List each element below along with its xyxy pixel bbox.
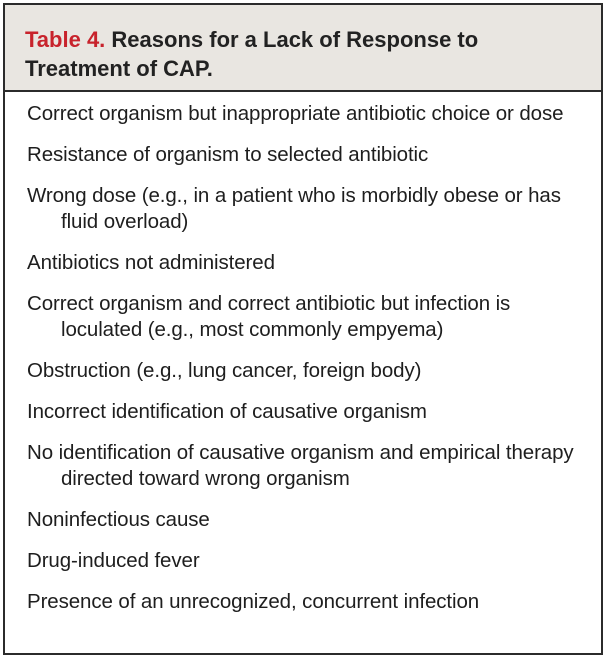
reason-item: Noninfectious cause xyxy=(27,508,210,531)
reason-list xyxy=(5,101,601,630)
reason-item: Wrong dose (e.g., in a patient who is morbidly obese or has fluid overload) xyxy=(27,184,561,233)
reason-item: Antibiotics not administered xyxy=(27,251,275,274)
reason-item: Resistance of organism to selected antibiotic xyxy=(27,143,429,166)
reason-item: Presence of an unrecognized, concurrent infection xyxy=(27,590,480,613)
reason-item: Obstruction (e.g., lung cancer, foreign body) xyxy=(27,359,422,382)
table-container xyxy=(3,3,603,655)
table-header xyxy=(5,5,601,92)
table-label: Table 4. xyxy=(25,27,106,52)
reason-item: Correct organism but inappropriate antibiotic choice or dose xyxy=(27,102,564,125)
reason-item: Correct organism and correct antibiotic but infection is loculated (e.g., most commonly empyema) xyxy=(27,292,511,341)
reason-item: Drug-induced fever xyxy=(27,549,200,572)
reason-item: Incorrect identification of causative organism xyxy=(27,400,427,423)
table-title xyxy=(25,25,581,83)
table-title-text: Reasons for a Lack of Response to Treatment of CAP. xyxy=(25,27,479,81)
reason-item: No identification of causative organism and empirical therapy directed toward wrong organism xyxy=(27,441,574,490)
